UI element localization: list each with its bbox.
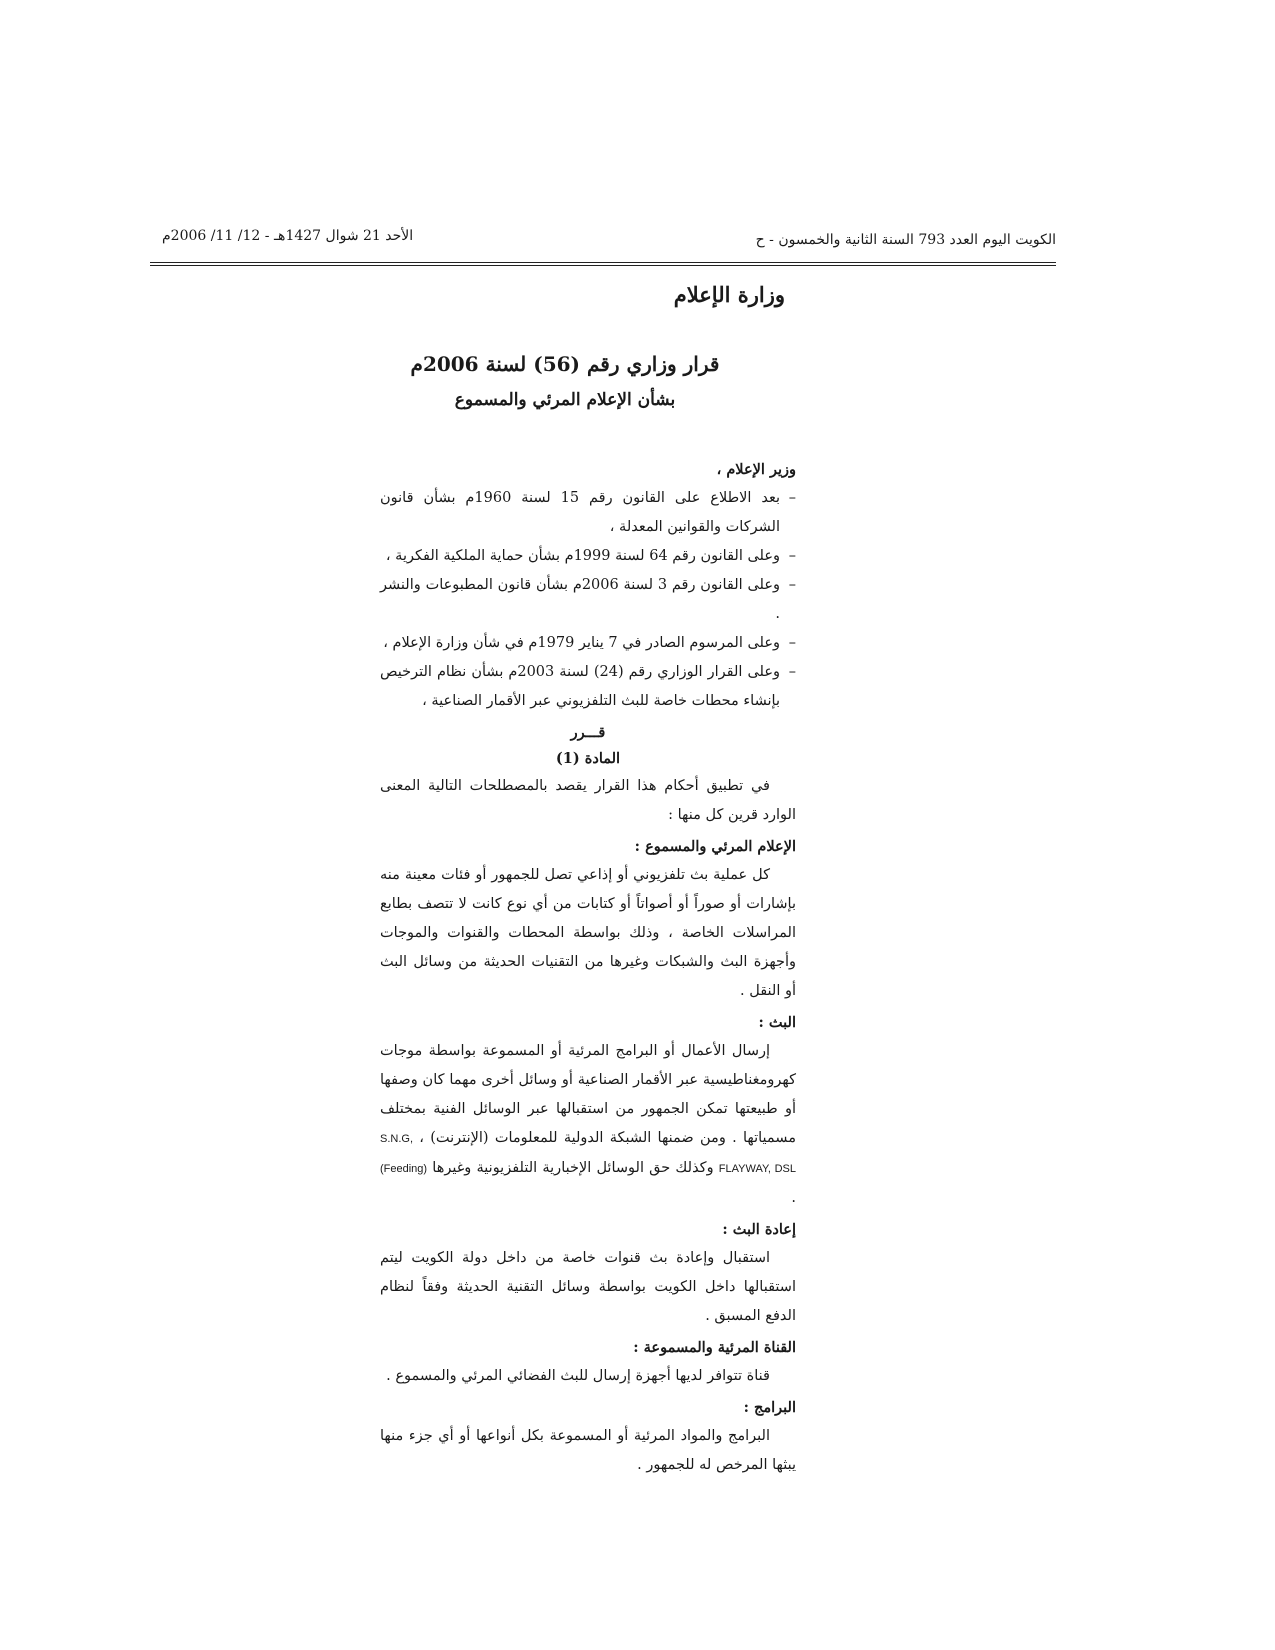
definition-term: البث :: [758, 1014, 796, 1031]
definition-term: الإعلام المرئي والمسموع :: [634, 838, 796, 855]
decided-heading: قـــرر: [570, 724, 606, 741]
preliminary-item: – وعلى المرسوم الصادر في 7 يناير 1979م في شأن وزارة الإعلام ،: [383, 635, 796, 651]
definition-text: إرسال الأعمال أو البرامج المرئية أو المسموعة بواسطة موجات كهرومغناطيسية عبر الأقمار الصناعية أو وسائل أخرى مهما كان وصفها أو طبيعتها تمكن الجمهور من استقبالها عبر الوسائل الفنية بمختلف مسمياتها . ومن ضمنها الشبكة الدولية للمعلومات (الإنترنت) ، S.N.G, FLAYWAY, DSL وكذلك حق الوسائل الإخبارية التلفزيونية وغيرها (Feeding) .: [380, 1043, 797, 1206]
header-rule-bottom: [150, 265, 1056, 266]
preliminary-item: – وعلى القانون رقم 3 لسنة 2006م بشأن قانون المطبوعات والنشر .: [380, 577, 796, 622]
header-date: الأحد 21 شوال 1427هـ - 12/ 11/ 2006م: [162, 228, 414, 244]
latin-term: (Feeding): [380, 1163, 428, 1175]
definition-text: البرامج والمواد المرئية أو المسموعة بكل أنواعها أو أي جزء منها يبثها المرخص له للجمهور .: [380, 1428, 796, 1473]
preliminary-item: – بعد الاطلاع على القانون رقم 15 لسنة 1960م بشأن قانون الشركات والقوانين المعدلة ،: [380, 490, 796, 535]
decision-subtitle: بشأن الإعلام المرئي والمسموع: [454, 390, 676, 410]
header-issue: الكويت اليوم العدد 793 السنة الثانية والخمسون - ح: [755, 232, 1056, 248]
header-rule-top: [150, 262, 1056, 263]
definition-text: قناة تتوافر لديها أجهزة إرسال للبث الفضائي المرئي والمسموع .: [386, 1368, 770, 1384]
latin-abbreviations: S.N.G, FLAYWAY, DSL: [380, 1133, 797, 1175]
minister-line: وزير الإعلام ،: [716, 461, 796, 478]
page-header: [150, 228, 1056, 254]
definition-text: استقبال وإعادة بث قنوات خاصة من داخل دولة الكويت ليتم استقبالها داخل الكويت بواسطة وسائل التقنية الحديثة وفقاً لنظام الدفع المسبق .: [380, 1250, 796, 1324]
definition-term: البرامج :: [743, 1399, 796, 1416]
decision-body: [380, 455, 796, 1480]
preliminary-item: – وعلى القرار الوزاري رقم (24) لسنة 2003م بشأن نظام الترخيص بإنشاء محطات خاصة للبث التلفزيوني عبر الأقمار الصناعية ،: [380, 664, 796, 709]
article-heading: المادة (1): [555, 750, 621, 767]
preliminaries-list: [380, 484, 796, 716]
decision-title: قرار وزاري رقم (56) لسنة 2006م: [410, 352, 720, 376]
definition-term: القناة المرئية والمسموعة :: [633, 1339, 796, 1356]
definition-term: إعادة البث :: [722, 1221, 796, 1238]
article-intro: في تطبيق أحكام هذا القرار يقصد بالمصطلحات التالية المعنى الوارد قرين كل منها :: [380, 778, 796, 823]
preliminary-item: – وعلى القانون رقم 64 لسنة 1999م بشأن حماية الملكية الفكرية ،: [385, 548, 796, 564]
definition-text: كل عملية بث تلفزيوني أو إذاعي تصل للجمهور أو فئات معينة منه بإشارات أو صوراً أو أصواتاً أو كتابات من أي نوع كانت لا تتصف بطابع المراسلات الخاصة ، وذلك بواسطة المحطات والقنوات والموجات وأجهزة البث والشبكات وغيرها من التقنيات الحديثة من وسائل البث أو النقل .: [380, 867, 796, 999]
ministry-name: وزارة الإعلام: [673, 282, 785, 307]
